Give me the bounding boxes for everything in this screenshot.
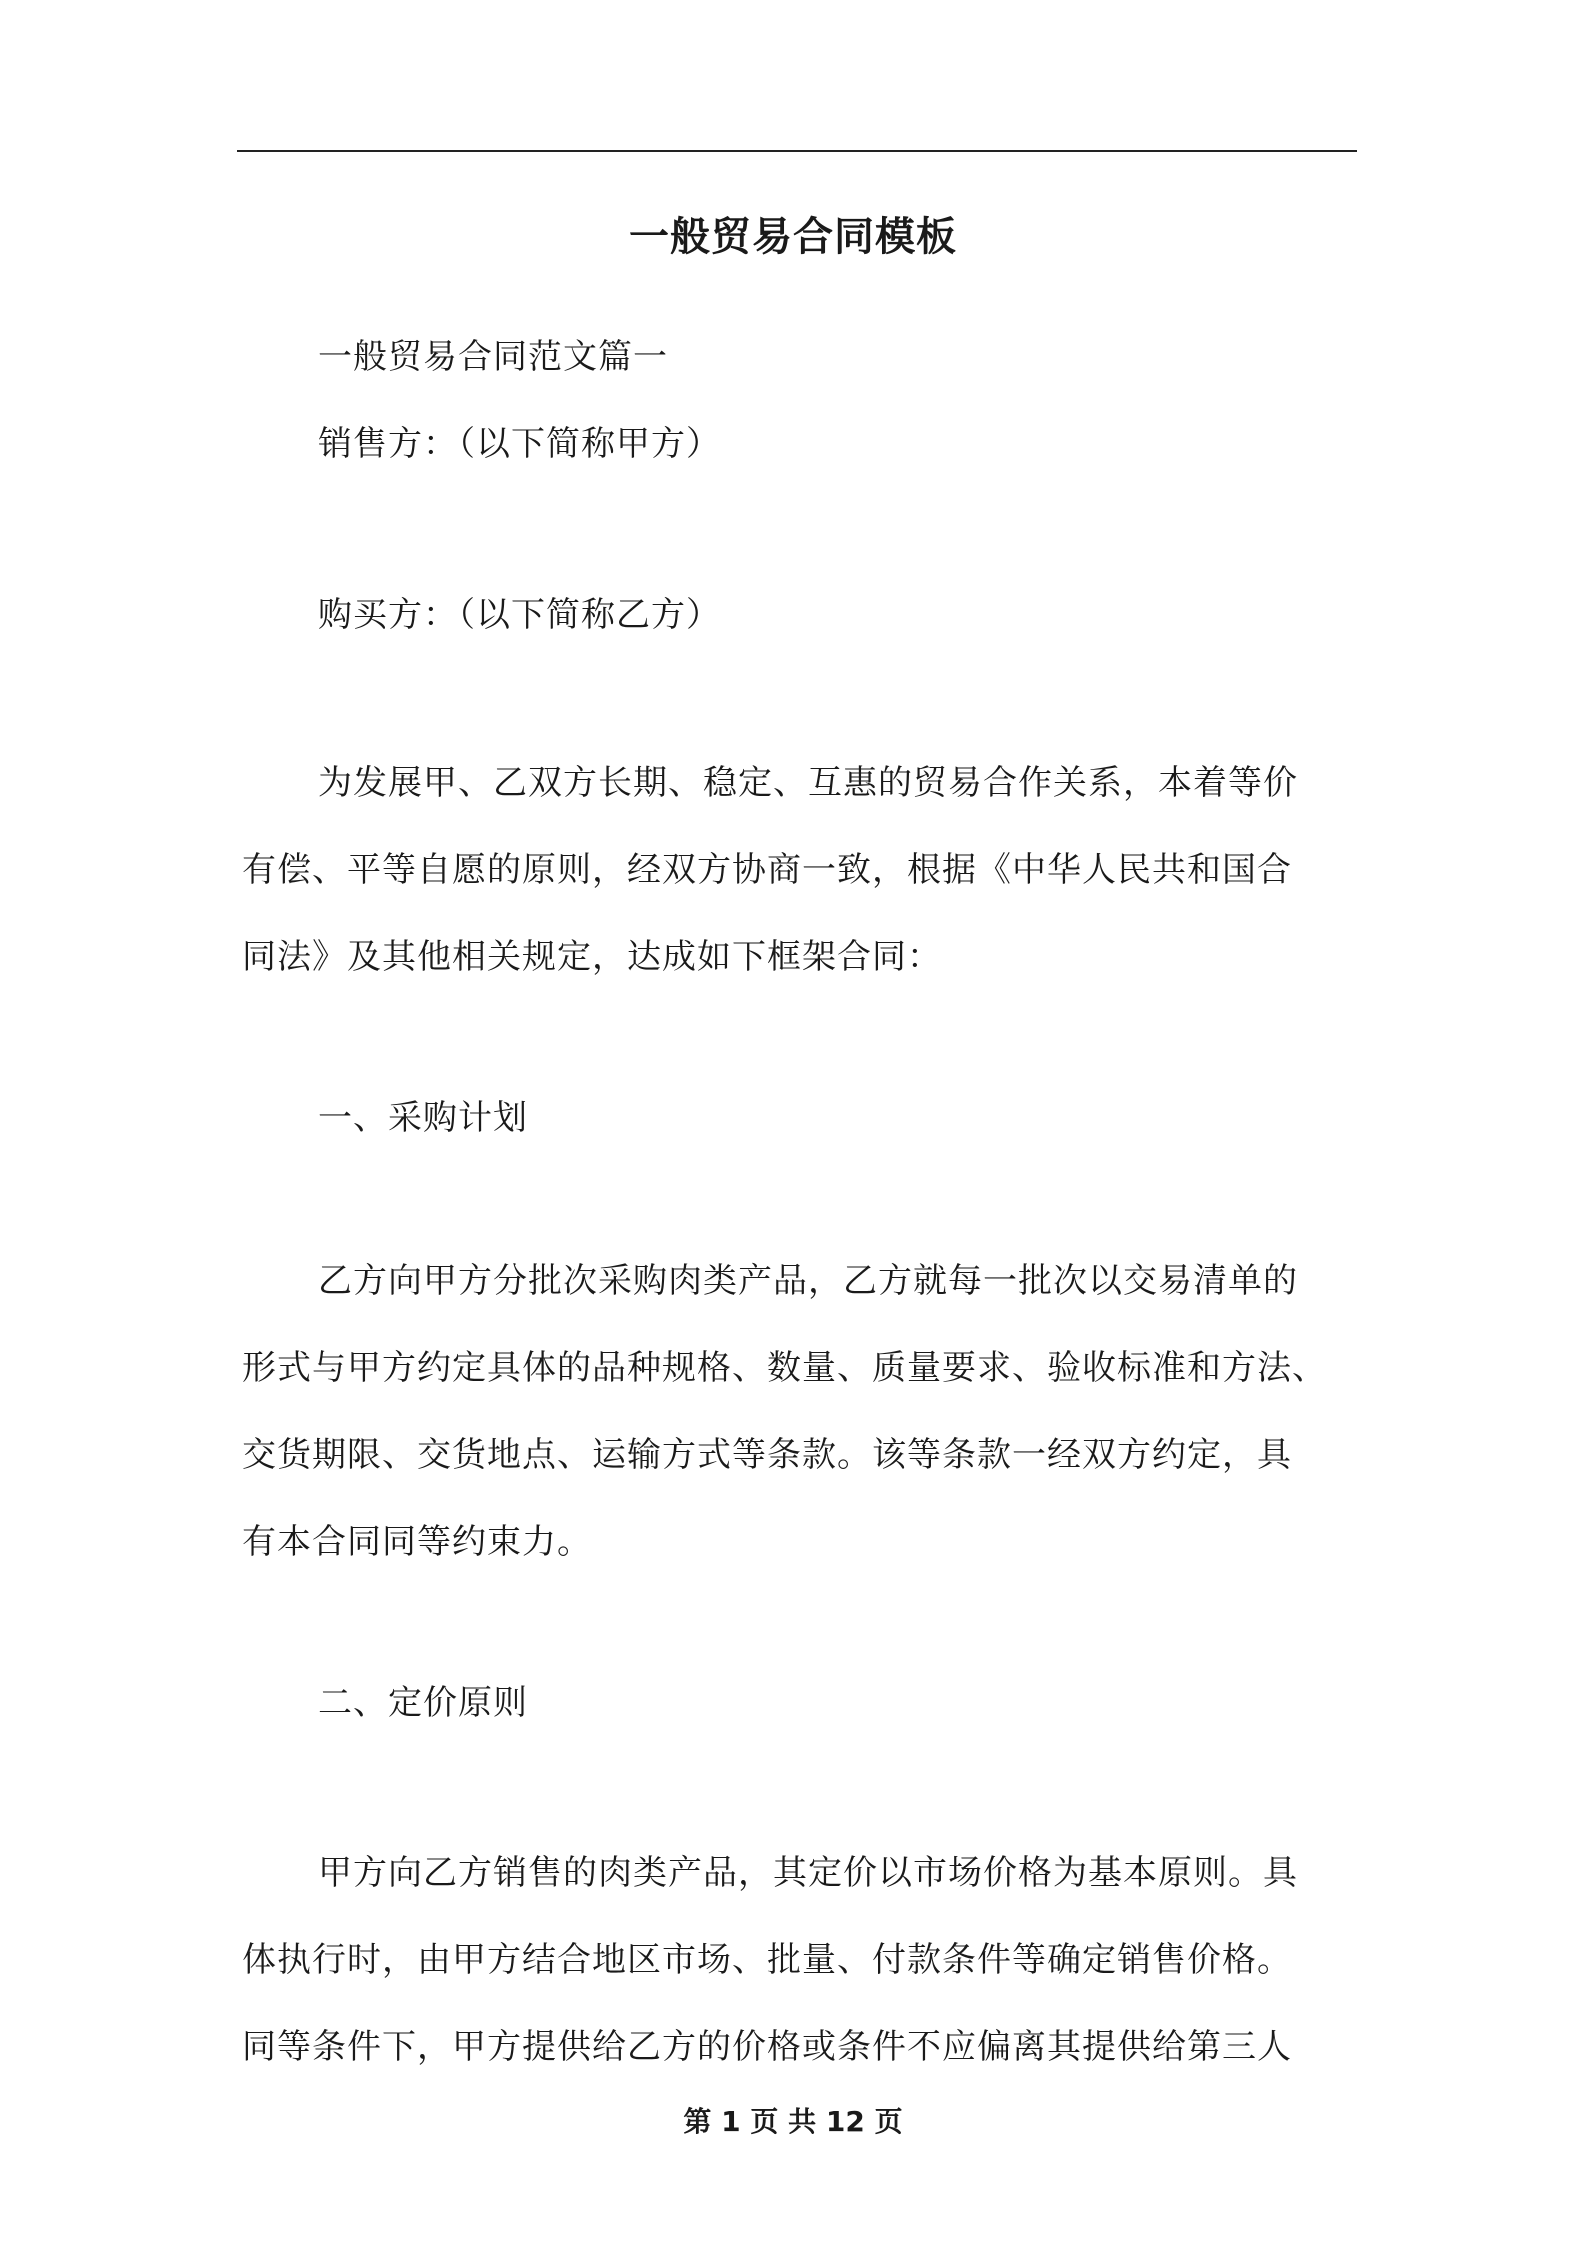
paragraph-line: 乙方向甲方分批次采购肉类产品，乙方就每一批次以交易清单的 [318, 1261, 1298, 1301]
document-title: 一般贸易合同模板 [629, 213, 957, 260]
section1-paragraph [242, 1238, 1372, 1586]
paragraph-line: 体执行时，由甲方结合地区市场、批量、付款条件等确定销售价格。 [242, 1940, 1292, 1980]
buyer-block [242, 572, 1372, 659]
subtitle-block [242, 314, 1372, 488]
paragraph-line: 交货期限、交货地点、运输方式等条款。该等条款一经双方约定，具 [242, 1435, 1292, 1475]
seller-line: 销售方：（以下简称甲方） [318, 424, 721, 464]
paragraph-line: 形式与甲方约定具体的品种规格、数量、质量要求、验收标准和方法、 [242, 1348, 1327, 1388]
paragraph-line: 为发展甲、乙双方长期、稳定、互惠的贸易合作关系，本着等价 [318, 763, 1298, 803]
section1-heading-block [242, 1075, 1372, 1162]
section2-paragraph [242, 1830, 1372, 2091]
section-heading: 一、采购计划 [318, 1098, 528, 1138]
paragraph-line: 有偿、平等自愿的原则，经双方协商一致，根据《中华人民共和国合 [242, 850, 1292, 890]
section-heading: 二、定价原则 [318, 1683, 528, 1723]
paragraph-line: 同法》及其他相关规定，达成如下框架合同： [242, 937, 942, 977]
section2-heading-block [242, 1660, 1372, 1747]
paragraph-line: 甲方向乙方销售的肉类产品，其定价以市场价格为基本原则。具 [318, 1853, 1298, 1893]
buyer-line: 购买方：（以下简称乙方） [318, 595, 721, 635]
document-subtitle: 一般贸易合同范文篇一 [318, 337, 668, 377]
header-divider [237, 150, 1357, 152]
paragraph-line: 同等条件下，甲方提供给乙方的价格或条件不应偏离其提供给第三人 [242, 2027, 1292, 2067]
page-number: 第 1 页 共 12 页 [683, 2105, 903, 2138]
paragraph-line: 有本合同同等约束力。 [242, 1522, 592, 1562]
preamble-paragraph [242, 740, 1372, 1001]
